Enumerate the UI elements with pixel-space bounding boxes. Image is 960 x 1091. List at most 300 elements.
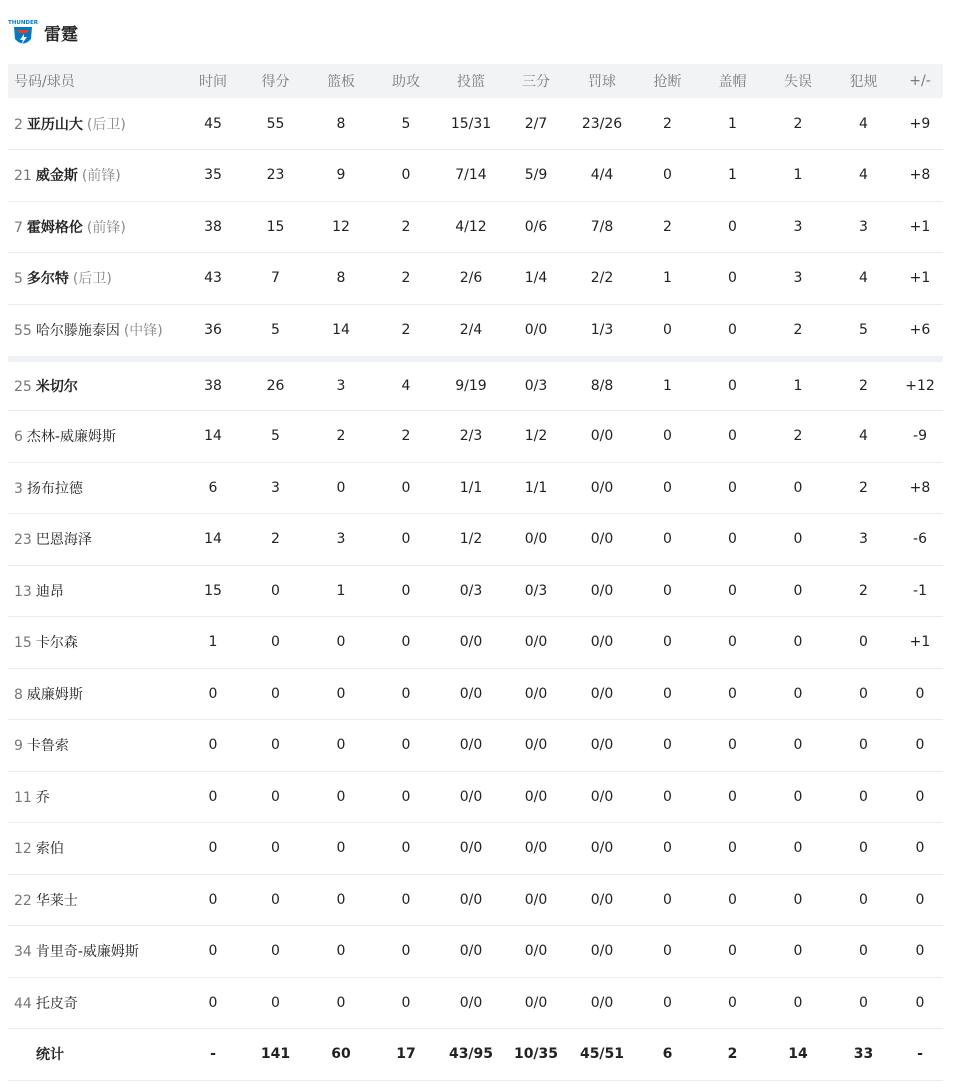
stat-cell: 0 [728, 943, 737, 960]
stat-cell: 0/3 [524, 378, 548, 394]
stat-cell: 2 [401, 218, 411, 235]
stat-cell: 2/7 [524, 115, 548, 132]
stat-cell: 0 [336, 943, 346, 960]
stat-cell: 0 [271, 840, 280, 857]
stat-cell: 0 [728, 891, 737, 908]
stat-cell: 0 [336, 891, 346, 908]
player-cell [8, 150, 183, 202]
player-name[interactable]: 索伯 [35, 841, 64, 858]
player-name[interactable]: 威金斯 [35, 168, 78, 185]
player-number: 8 [14, 686, 23, 703]
total-stat-cell: - [917, 1046, 923, 1063]
player-name[interactable]: 杰林-威廉姆斯 [26, 429, 116, 446]
player-name[interactable]: 巴恩海泽 [35, 532, 92, 549]
total-stat-cell: 45/51 [579, 1046, 625, 1063]
stat-cell: 43 [204, 270, 222, 287]
stat-cell: 0 [728, 378, 737, 394]
stat-cell: 1/1 [459, 479, 483, 496]
column-header: 抢断 [653, 74, 682, 90]
stat-cell: 0/0 [459, 737, 483, 754]
stat-cell: 0/0 [590, 737, 614, 754]
player-position: (前锋) [81, 168, 121, 185]
stat-cell: 0 [859, 737, 868, 754]
player-cell [8, 977, 183, 1029]
svg-text:THUNDER: THUNDER [8, 20, 38, 26]
stat-cell: 0 [793, 582, 803, 599]
stat-cell: 0/0 [590, 994, 614, 1011]
player-cell [8, 304, 183, 359]
stat-cell: 2 [793, 115, 803, 132]
box-score-table [8, 64, 943, 1081]
stat-cell: 0/0 [524, 322, 548, 339]
stat-cell: 4/4 [590, 167, 614, 184]
team-name: 雷霆 [44, 24, 78, 45]
stat-cell: 0 [663, 788, 672, 805]
stat-cell: 0/0 [590, 634, 614, 651]
stat-cell: 4 [859, 428, 868, 445]
stat-cell: 36 [204, 322, 222, 339]
player-number: 23 [14, 532, 32, 549]
total-stat-cell: 2 [727, 1046, 738, 1063]
player-row [8, 977, 943, 1029]
stat-cell: 8 [336, 115, 346, 132]
stat-cell: 0/0 [524, 994, 548, 1011]
player-cell [8, 668, 183, 720]
stat-cell: 4 [859, 115, 868, 132]
player-number: 11 [14, 789, 32, 806]
stat-cell: 0/0 [459, 634, 483, 651]
stat-cell: 7 [271, 270, 280, 287]
stat-cell: 55 [266, 115, 285, 132]
stat-cell: 0 [859, 891, 868, 908]
player-cell [8, 771, 183, 823]
stat-cell: 0 [271, 582, 280, 599]
stat-cell: 23/26 [581, 115, 623, 132]
stat-cell: 2 [859, 378, 868, 394]
stat-cell: 0 [915, 891, 925, 908]
stat-cell: 0 [663, 479, 672, 496]
stat-cell: 0/0 [590, 582, 614, 599]
column-header: 三分 [522, 74, 550, 90]
stat-cell: 0 [728, 634, 737, 651]
stat-cell: 0 [208, 994, 218, 1011]
total-stat-cell: 141 [260, 1046, 291, 1063]
stat-cell: +6 [909, 322, 931, 339]
player-cell [8, 874, 183, 926]
stat-cell: +8 [909, 479, 931, 496]
stat-cell: 0 [859, 634, 868, 651]
table-header-row [8, 64, 943, 98]
stat-cell: 0/0 [524, 943, 548, 960]
player-number: 21 [14, 168, 32, 185]
stat-cell: 0/0 [524, 634, 548, 651]
stat-cell: 0 [728, 218, 737, 235]
stat-cell: -6 [913, 531, 927, 548]
player-row [8, 514, 943, 566]
stat-cell: 0/0 [524, 737, 548, 754]
stat-cell: 0/0 [590, 840, 614, 857]
player-name[interactable]: 多尔特 [26, 271, 69, 288]
stat-cell: 0/0 [590, 891, 614, 908]
stat-cell: 15/31 [450, 115, 492, 132]
stat-cell: 1 [336, 582, 346, 599]
column-header: 得分 [261, 74, 290, 90]
stat-cell: 3 [859, 531, 868, 548]
stat-cell: 0 [401, 531, 411, 548]
stat-cell: 2/6 [459, 270, 483, 287]
stat-cell: 0 [401, 479, 411, 496]
stat-cell: 0/0 [524, 531, 548, 548]
player-row [8, 617, 943, 669]
player-cell [8, 411, 183, 463]
stat-cell: 0 [915, 788, 925, 805]
stat-cell: 35 [204, 167, 222, 184]
stat-cell: 0/0 [590, 428, 614, 445]
stat-cell: 0/0 [590, 531, 614, 548]
stat-cell: 8/8 [590, 378, 614, 394]
player-cell [8, 201, 183, 253]
stat-cell: 14 [204, 428, 222, 445]
player-position: (前锋) [86, 219, 126, 236]
player-number: 55 [14, 323, 32, 340]
stat-cell: 4/12 [455, 218, 487, 235]
stat-cell: 0/0 [459, 840, 483, 857]
stat-cell: 0 [336, 788, 346, 805]
player-name[interactable]: 威廉姆斯 [26, 686, 83, 703]
stat-cell: 3 [859, 218, 868, 235]
stat-cell: 0 [663, 531, 672, 548]
stat-cell: 0 [728, 479, 737, 496]
stat-cell: 0 [336, 634, 346, 651]
stat-cell: 0 [663, 994, 672, 1011]
stat-cell: +1 [909, 218, 931, 235]
stat-cell: 1 [728, 115, 737, 132]
player-row [8, 304, 943, 359]
total-stat-cell: 43/95 [448, 1046, 494, 1063]
stat-cell: 0 [663, 737, 672, 754]
stat-cell: 0/0 [459, 788, 483, 805]
stat-cell: 5 [271, 428, 280, 445]
player-position: (中锋) [123, 323, 163, 340]
player-cell [8, 565, 183, 617]
player-name[interactable]: 乔 [35, 789, 50, 806]
stat-cell: 1/3 [590, 322, 614, 339]
stat-cell: +12 [905, 378, 935, 394]
player-row [8, 668, 943, 720]
stat-cell: 0 [208, 943, 218, 960]
player-row [8, 201, 943, 253]
player-name[interactable]: 卡鲁索 [26, 738, 69, 755]
stat-cell: 0 [208, 840, 218, 857]
player-name[interactable]: 肯里奇-威廉姆斯 [35, 944, 139, 961]
column-header: 犯规 [849, 74, 878, 90]
player-number: 34 [14, 944, 32, 961]
stat-cell: 0/0 [590, 479, 614, 496]
total-stat-cell: 17 [396, 1046, 416, 1063]
stat-cell: 0 [336, 737, 346, 754]
stat-cell: 1/2 [459, 531, 483, 548]
stat-cell: 0 [271, 891, 280, 908]
player-row [8, 253, 943, 305]
stat-cell: 2/2 [590, 270, 614, 287]
stat-cell: 0 [915, 737, 925, 754]
total-stat-cell: 60 [331, 1046, 351, 1063]
stat-cell: 1 [663, 378, 672, 394]
stat-cell: 15 [204, 582, 222, 599]
stat-cell: 0 [271, 737, 280, 754]
stat-cell: 6 [208, 479, 218, 496]
player-row [8, 565, 943, 617]
column-header: 号码/球员 [14, 74, 75, 90]
stat-cell: 0 [793, 788, 803, 805]
player-number: 22 [14, 892, 32, 909]
stat-cell: 0/0 [459, 943, 483, 960]
stat-cell: 38 [204, 378, 222, 394]
player-number: 6 [14, 429, 23, 446]
stat-cell: 2 [793, 428, 803, 445]
stat-cell: 0 [271, 634, 280, 651]
player-position: (后卫) [72, 271, 112, 288]
stat-cell: 1 [208, 634, 218, 651]
stat-cell: 5 [271, 322, 280, 339]
stat-cell: 0 [663, 167, 672, 184]
stat-cell: 0 [208, 737, 218, 754]
stat-cell: 0 [859, 943, 868, 960]
stat-cell: 0/0 [524, 685, 548, 702]
player-name[interactable]: 卡尔森 [35, 635, 78, 652]
stat-cell: 2 [401, 270, 411, 287]
player-row [8, 359, 943, 411]
player-number: 44 [14, 995, 32, 1012]
stat-cell: 0 [663, 840, 672, 857]
stat-cell: 2 [793, 322, 803, 339]
stat-cell: 1 [663, 270, 672, 287]
stat-cell: 0/0 [459, 891, 483, 908]
stat-cell: 0 [793, 891, 803, 908]
column-header: +/- [909, 73, 931, 89]
stat-cell: 1/2 [524, 428, 548, 445]
player-number: 3 [14, 480, 23, 497]
player-row [8, 98, 943, 150]
stat-cell: 2 [859, 479, 868, 496]
stat-cell: 0 [401, 840, 411, 857]
stat-cell: 0 [793, 531, 803, 548]
player-cell [8, 253, 183, 305]
stat-cell: 0 [915, 943, 925, 960]
stat-cell: 0 [915, 994, 925, 1011]
player-name[interactable]: 迪昂 [35, 583, 64, 600]
stat-cell: 5 [401, 115, 411, 132]
player-row [8, 150, 943, 202]
stat-cell: 1/1 [524, 479, 548, 496]
stat-cell: 23 [266, 167, 285, 184]
stat-cell: 0/0 [590, 685, 614, 702]
stat-cell: 15 [266, 218, 285, 235]
player-row [8, 771, 943, 823]
player-cell [8, 359, 183, 411]
player-name[interactable]: 霍姆格伦 [26, 219, 83, 236]
stat-cell: 4 [859, 167, 868, 184]
player-name[interactable]: 扬布拉德 [26, 480, 83, 497]
stat-cell: 45 [204, 115, 222, 132]
stat-cell: 2/3 [459, 428, 483, 445]
stat-cell: 0/0 [459, 685, 483, 702]
player-number: 13 [14, 583, 32, 600]
player-cell [8, 98, 183, 150]
player-cell [8, 462, 183, 514]
stat-cell: 2 [663, 218, 672, 235]
stat-cell: +9 [909, 115, 931, 132]
player-name[interactable]: 米切尔 [35, 379, 78, 395]
stat-cell: 0 [728, 428, 737, 445]
stat-cell: 0 [208, 788, 218, 805]
stat-cell: 0/0 [524, 788, 548, 805]
thunder-logo-icon [8, 15, 38, 49]
stat-cell: 0 [728, 788, 737, 805]
player-name[interactable]: 托皮奇 [35, 995, 78, 1012]
total-stat-cell: 6 [662, 1046, 673, 1063]
stat-cell: 2 [271, 531, 280, 548]
stat-cell: 0 [663, 322, 672, 339]
column-header: 失误 [784, 74, 812, 90]
player-row [8, 823, 943, 875]
player-name[interactable]: 华莱士 [35, 892, 78, 909]
stat-cell: 14 [332, 322, 350, 339]
stat-cell: 26 [266, 378, 285, 394]
stat-cell: 0 [401, 167, 411, 184]
stat-cell: 0 [663, 634, 672, 651]
column-header: 盖帽 [718, 74, 747, 90]
stat-cell: 0 [271, 788, 280, 805]
stat-cell: 0 [663, 943, 672, 960]
stat-cell: 0 [859, 685, 868, 702]
stat-cell: 0 [793, 737, 803, 754]
stat-cell: 0 [401, 943, 411, 960]
player-row [8, 874, 943, 926]
stat-cell: 0 [663, 685, 672, 702]
stat-cell: 0 [728, 840, 737, 857]
stat-cell: 3 [793, 270, 803, 287]
totals-label: 统计 [36, 1047, 64, 1064]
stat-cell: 0 [401, 582, 411, 599]
total-stat-cell: 14 [788, 1046, 808, 1063]
stat-cell: 1 [728, 167, 737, 184]
player-row [8, 462, 943, 514]
column-header: 罚球 [588, 74, 616, 90]
stat-cell: 1/4 [524, 270, 548, 287]
stat-cell: 0 [663, 582, 672, 599]
stat-cell: 3 [336, 531, 346, 548]
player-number: 9 [14, 738, 23, 755]
player-row [8, 926, 943, 978]
column-header: 投篮 [457, 74, 485, 90]
stat-cell: 0 [208, 685, 218, 702]
player-cell [8, 514, 183, 566]
column-header: 篮板 [327, 74, 355, 90]
player-number: 2 [14, 116, 23, 133]
player-number: 7 [14, 219, 23, 236]
stat-cell: 0 [401, 994, 411, 1011]
total-stat-cell: 10/35 [513, 1046, 559, 1063]
stat-cell: 0 [728, 322, 737, 339]
stat-cell: 0 [663, 428, 672, 445]
stat-cell: 0 [401, 737, 411, 754]
stat-cell: 0 [859, 840, 868, 857]
stat-cell: 0 [793, 840, 803, 857]
stat-cell: 7/14 [455, 167, 487, 184]
stat-cell: 0 [793, 479, 803, 496]
stat-cell: 0 [793, 685, 803, 702]
stat-cell: 0 [401, 685, 411, 702]
stat-cell: 0 [915, 840, 925, 857]
stat-cell: 0 [663, 891, 672, 908]
player-number: 25 [14, 379, 32, 395]
player-cell [8, 823, 183, 875]
player-number: 5 [14, 271, 23, 288]
stat-cell: 0 [859, 788, 868, 805]
player-cell [8, 617, 183, 669]
stat-cell: 0 [401, 788, 411, 805]
column-header: 助攻 [392, 74, 420, 90]
stat-cell: 7/8 [590, 218, 614, 235]
player-cell [8, 926, 183, 978]
stat-cell: 0/3 [524, 582, 548, 599]
stat-cell: 3 [271, 479, 280, 496]
stat-cell: 0 [271, 994, 280, 1011]
stat-cell: 0 [336, 685, 346, 702]
stat-cell: 38 [204, 218, 222, 235]
stat-cell: 0 [271, 685, 280, 702]
stat-cell: 12 [332, 218, 350, 235]
player-position: (后卫) [86, 116, 126, 133]
stat-cell: 0 [793, 634, 803, 651]
player-number: 15 [14, 635, 32, 652]
player-name[interactable]: 哈尔滕施泰因 [35, 323, 120, 340]
player-name[interactable]: 亚历山大 [26, 116, 83, 133]
stat-cell: 0 [728, 685, 737, 702]
stat-cell: 3 [336, 378, 346, 394]
stat-cell: 0 [793, 943, 803, 960]
team-header [0, 0, 960, 64]
stat-cell: 0/3 [459, 582, 483, 599]
stat-cell: 2 [663, 115, 672, 132]
stat-cell: +1 [909, 634, 931, 651]
stat-cell: 1 [793, 167, 803, 184]
stat-cell: 0 [208, 891, 218, 908]
stat-cell: +8 [909, 167, 931, 184]
stat-cell: -1 [913, 582, 927, 599]
stat-cell: 2 [401, 322, 411, 339]
player-number: 12 [14, 841, 32, 858]
player-row [8, 411, 943, 463]
player-cell [8, 720, 183, 772]
total-stat-cell: 33 [853, 1046, 874, 1063]
stat-cell: 5 [859, 322, 868, 339]
stat-cell: 0/0 [524, 840, 548, 857]
stat-cell: 8 [336, 270, 346, 287]
stat-cell: 2/4 [459, 322, 483, 339]
stat-cell: 0 [336, 994, 346, 1011]
stat-cell: 0 [728, 582, 737, 599]
stat-cell: 2 [859, 582, 868, 599]
stat-cell: 2 [401, 428, 411, 445]
total-stat-cell: - [210, 1046, 216, 1063]
stat-cell: 0 [793, 994, 803, 1011]
stat-cell: -9 [913, 428, 927, 445]
stat-cell: 0/6 [524, 218, 548, 235]
totals-row [8, 1029, 943, 1081]
stat-cell: 0 [859, 994, 868, 1011]
